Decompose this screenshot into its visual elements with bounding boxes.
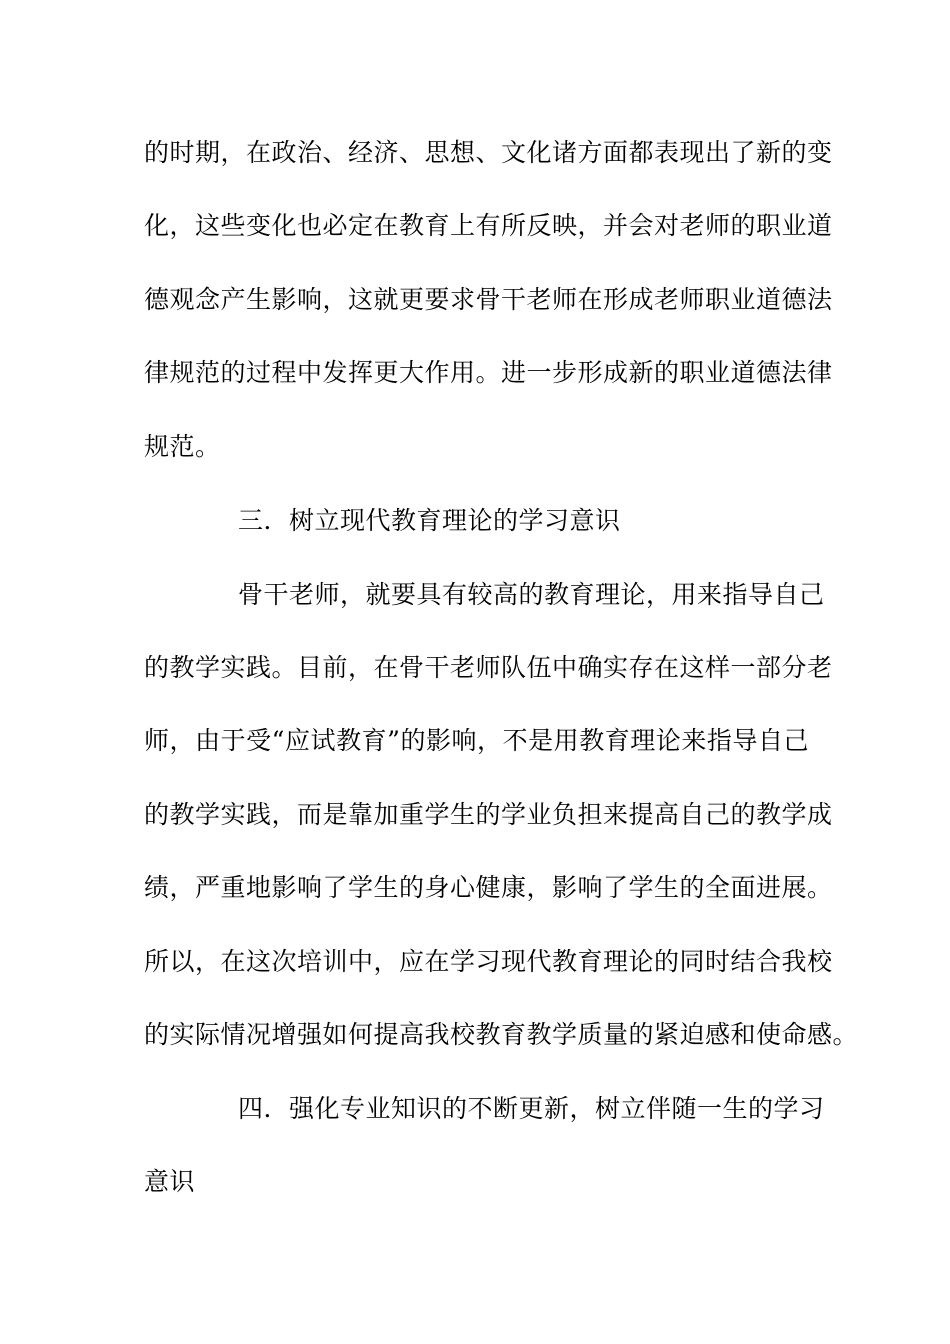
heading-line: 意识 — [144, 1167, 196, 1196]
paragraph-line: 绩，严重地影响了学生的身心健康，影响了学生的全面进展。 — [144, 873, 833, 902]
paragraph-line: 师，由于受“应试教育”的影响，不是用教育理论来指导自己 — [144, 726, 809, 755]
paragraph-line: 化，这些变化也必定在教育上有所反映，并会对老师的职业道 — [144, 211, 833, 240]
paragraph-line: 规范。 — [144, 432, 221, 461]
paragraph-line: 的教学实践，而是靠加重学生的学业负担来提高自己的教学成 — [144, 800, 833, 829]
paragraph-line: 的时期，在政治、经济、思想、文化诸方面都表现出了新的变 — [144, 138, 833, 167]
paragraph-line: 骨干老师，就要具有较高的教育理论，用来指导自己 — [238, 580, 825, 609]
heading-line: 四．强化专业知识的不断更新，树立伴随一生的学习 — [238, 1094, 825, 1123]
paragraph-line: 德观念产生影响，这就更要求骨干老师在形成老师职业道德法 — [144, 285, 833, 314]
paragraph-line: 所以，在这次培训中，应在学习现代教育理论的同时结合我校 — [144, 947, 833, 976]
paragraph-line: 律规范的过程中发挥更大作用。进一步形成新的职业道德法律 — [144, 358, 833, 387]
paragraph-line: 的实际情况增强如何提高我校教育教学质量的紧迫感和使命感。 — [144, 1020, 859, 1049]
paragraph-line: 的教学实践。目前，在骨干老师队伍中确实存在这样一部分老 — [144, 653, 833, 682]
section-heading-3: 三．树立现代教育理论的学习意识 — [238, 506, 621, 535]
